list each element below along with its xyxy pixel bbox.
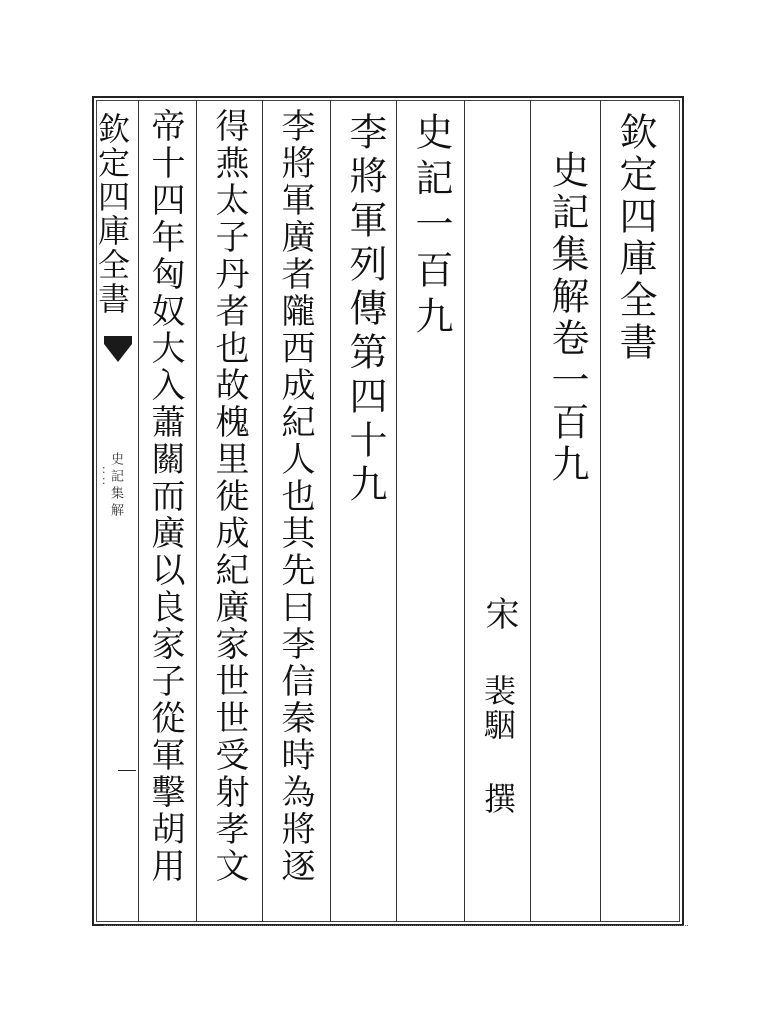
chapter-short-title: 史記一百九 [409,112,453,342]
page-number-mark [118,770,136,771]
chapter-full-title: 李將軍列傳第四十九 [343,112,387,508]
column-divider [138,100,139,922]
column-divider [196,100,197,922]
body-text-column: 李將軍廣者隴西成紀人也其先曰李信秦時為將逐 [275,108,315,885]
column-divider [530,100,531,922]
heading-title: 欽定四庫全書 [613,112,657,364]
column-divider [262,100,263,922]
author-dynasty: 宋 [479,596,519,634]
margin-dots: ：： [94,466,107,488]
bottom-rule [104,925,688,926]
margin-title: 欽定四庫全書 [93,112,131,316]
fishtail-mark-icon [104,336,132,362]
body-text-column: 得燕太子丹者也故槐里徙成紀廣家世世受射孝文 [209,108,249,885]
margin-book-title: 史記集解 [108,452,123,520]
column-divider [330,100,331,922]
column-divider [464,100,465,922]
volume-title: 史記集解卷一百九 [545,150,589,486]
column-divider [396,100,397,922]
author-name: 裴駰 [479,674,517,742]
column-divider [600,100,601,922]
author-role: 撰 [479,782,517,818]
body-text-column: 帝十四年匈奴大入蕭關而廣以良家子從軍擊胡用 [145,108,185,885]
